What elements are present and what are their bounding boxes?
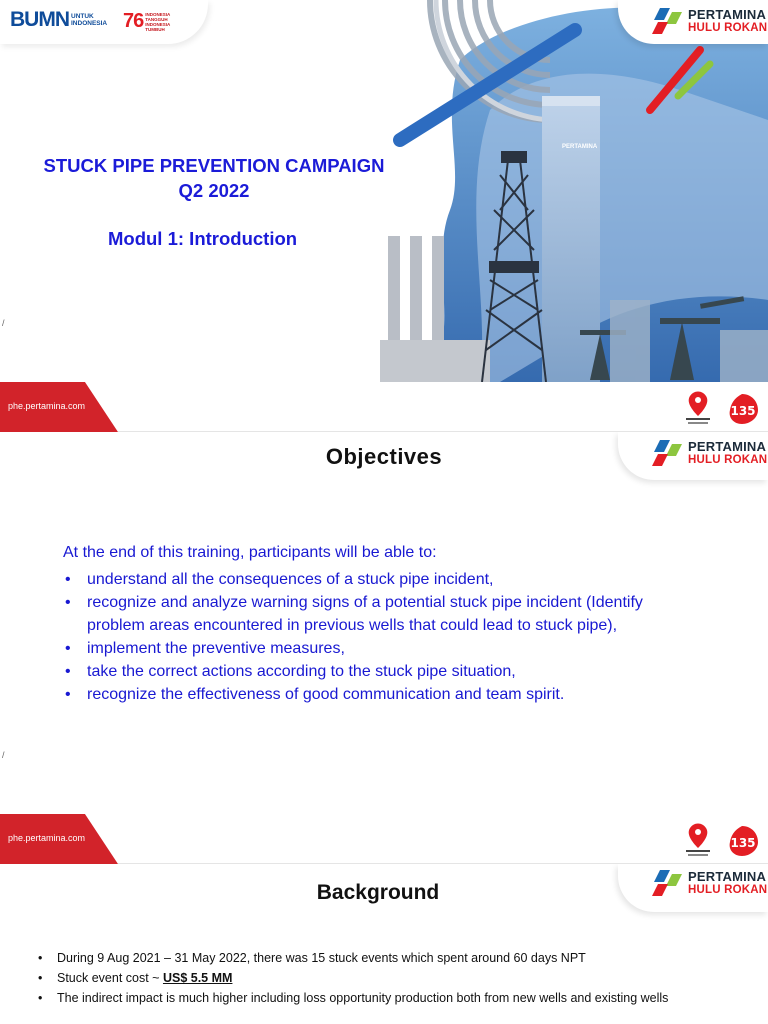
background-list <box>38 950 728 1010</box>
objective-item: • take the correct actions according to the stuck pipe situation, <box>63 660 683 683</box>
pertamina-name: PERTAMINA <box>688 438 767 454</box>
ri76-sub-1: INDONESIA <box>145 11 171 17</box>
slide1-footer <box>0 382 768 432</box>
footer-url[interactable]: phe.pertamina.com <box>8 401 86 411</box>
ri76-sub-4: TUMBUH <box>145 26 165 32</box>
footer-url[interactable]: phe.pertamina.com <box>8 833 86 843</box>
objectives-intro: At the end of this training, participants will be able to: <box>63 544 437 561</box>
ri76-sub-3: INDONESIA <box>145 21 171 27</box>
pertamina-name: PERTAMINA <box>688 868 767 884</box>
pertamina-emblem-icon <box>650 6 684 36</box>
objectives-list <box>63 568 683 706</box>
objectives-title: Objectives <box>325 444 443 469</box>
background-item: • During 9 Aug 2021 – 31 May 2022, there was 15 stuck events which spent around 60 days NPT <box>38 950 728 966</box>
bumn-sub-line1: UNTUK <box>71 13 94 20</box>
background-item: • The indirect impact is much higher including loss opportunity production both from new wells and existing wells <box>38 990 728 1006</box>
slash-mark: / <box>2 750 5 760</box>
background-item <box>38 970 728 986</box>
ri76-logo <box>123 10 170 33</box>
phe-135-badge-icon <box>722 390 762 426</box>
pertamina-logo <box>650 6 767 36</box>
pertamina-unit: HULU ROKAN <box>688 21 768 34</box>
objective-item: • recognize the effectiveness of good communication and team spirit. <box>63 683 683 706</box>
title-line-2: Q2 2022 <box>178 180 250 201</box>
svg-text:135: 135 <box>730 404 756 418</box>
pertamina-name: PERTAMINA <box>688 6 767 22</box>
cost-prefix: Stuck event cost ~ <box>57 971 163 985</box>
bumn-logo <box>10 8 107 32</box>
background-title: Background <box>316 881 440 904</box>
slide2-footer <box>0 814 768 864</box>
objectives-slide <box>0 432 768 864</box>
phe-135-badge-icon <box>722 822 762 858</box>
tower-logo-label: PERTAMINA <box>562 144 598 150</box>
ri76-sub-2: TANGGUH <box>145 16 168 22</box>
slide1-subtitle: Modul 1: Introduction <box>108 228 298 249</box>
cost-value: US$ 5.5 MM <box>162 971 233 985</box>
objective-item: • understand all the consequences of a stuck pipe incident, <box>63 568 683 591</box>
background-slide <box>0 864 768 1024</box>
title-slide <box>0 0 768 432</box>
title-line-1: STUCK PIPE PREVENTION CAMPAIGN <box>43 155 385 176</box>
objective-item: • recognize and analyze warning signs of a potential stuck pipe incident (Identify problem areas encountered in previous wells that could lead to stuck pipe), <box>63 591 683 637</box>
bumn-wordmark: BUMN <box>10 8 69 31</box>
slash-mark: / <box>2 318 5 328</box>
oilfield-illustration <box>370 0 768 382</box>
ri76-number: 76 <box>123 10 144 32</box>
pertamina-unit: HULU ROKAN <box>688 453 768 466</box>
anniversary-mascot-icon <box>680 388 716 426</box>
bumn-sub-line2: INDONESIA <box>71 20 108 27</box>
objective-item: • implement the preventive measures, <box>63 637 683 660</box>
slide1-title <box>30 153 398 203</box>
pertamina-unit: HULU ROKAN <box>688 883 768 896</box>
svg-text:135: 135 <box>730 836 756 850</box>
anniversary-mascot-icon <box>680 820 716 858</box>
